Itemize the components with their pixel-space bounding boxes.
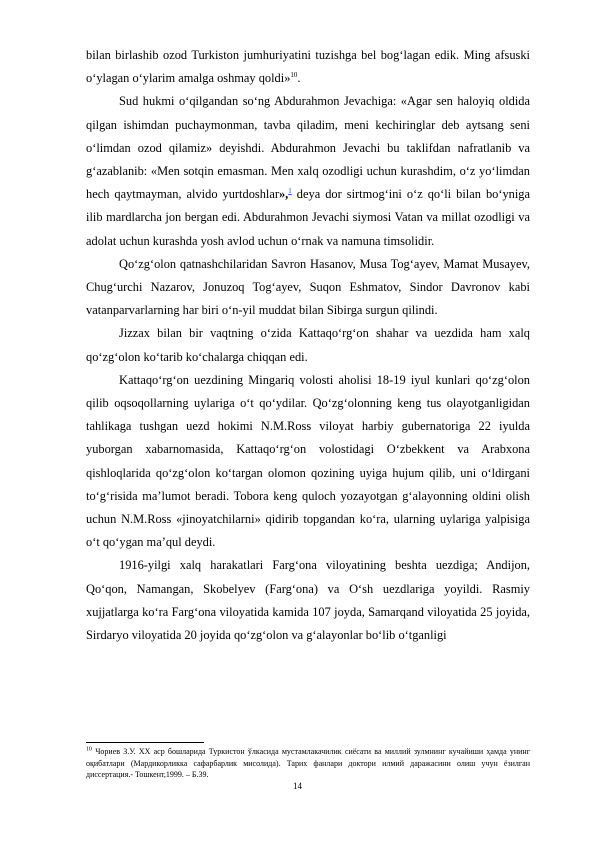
paragraph-tail: . [297,71,301,86]
footnote-separator [86,742,204,743]
paragraph-6: 1916-yilgi xalq harakatlari Farg‘ona viloyatining beshta uezdiga; Andijon, Qo‘qon, Namangan, Skobelyev (Farg‘ona) va O‘sh uezdlariga yoyildi. Rasmiy xujjatlarga ko‘ra Farg‘ona viloyatida kamida 107 joyda, Samarqand viloyatida 25 joyida, Sirdaryo viloyatida 20 joyida qo‘zg‘olon va g‘alayonlar bo‘lib o‘tganligi [86,558,530,643]
footnote-text: Чориев З.У. XX аср бошларида Туркистон ўлкасида мустамлакачилик сиёсати ва миллий зулмнинг кучайиши ҳамда унинг оқибатлари (Мардикорликка сафарбарлик мисолида). Тарих фанлари доктори илмий даражасини олиш учун ёзилган диссертация.- Тошкент,1999. – Б.39. [86,747,530,779]
footnote [86,746,530,781]
document-body [86,44,530,647]
footnote-number: 10 [86,746,92,753]
paragraph-text: Sud hukmi o‘qilgandan so‘ng Abdurahmon Jevachiga: «Agar sen haloyiq oldida qilgan ishimdan puchaymonman, tavba qiladim, meni kechiringlar deb aytsang seni o‘limdan ozod qilamiz» deyishdi. Abdurahmon Jevachi bu taklifdan nafratlanib va g‘azablanib: «Men sotqin emasman. Men xalq ozodligi uchun kurashdim, o‘z yo‘limdan hech qaytmayman, alvido yurtdoshlar [86,94,530,202]
page-number: 14 [293,781,302,791]
bold-quote-close: », [278,187,289,202]
paragraph-5: Kattaqo‘rg‘on uezdining Mingariq volosti aholisi 18-19 iyul kunlari qo‘zg‘olon qilib oqsoqollarning uylariga o‘t qo‘ydilar. Qo‘zg‘olonning keng tus olayotganligidan tahlikaga tushgan uezd hokimi N.M.Ross viloyat harbiy gubernatoriga 22 iyulda yuborgan xabarnomasida, Kattaqo‘rg‘on volostidagi O‘zbekkent va Arabxona qishloqlarida qo‘zg‘olon ko‘targan olomon qozining uyiga hujum qilib, uni o‘ldirgani to‘g‘risida ma’lumot beradi. Tobora keng quloch yozayotgan g‘alayonning oldini olish uchun N.M.Ross «jinoyatchilarni» qidirib topgandan ko‘ra, ularning uylariga yalpisiga o‘t qo‘ygan ma’qul deydi. [86,372,530,550]
footnote-ref[interactable]: 10 [290,71,298,80]
paragraph-4: Jizzax bilan bir vaqtning o‘zida Kattaqo‘rg‘on shahar va uezdida ham xalq qo‘zg‘olon ko‘tarib ko‘chalarga chiqqan edi. [86,326,530,364]
paragraph-2 [86,90,530,252]
paragraph-tail: deya dor sirtmog‘ini o‘z qo‘li bilan bo‘yniga ilib mardlarcha jon bergan edi. Abdurahmon Jevachi siymosi Vatan va millat ozodligi va adolat uchun kurashda yosh avlod uchun o‘rnak va namuna timsolidir. [86,187,531,248]
footnote-ref-link[interactable]: 1 [288,187,292,196]
paragraph-3: Qo‘zg‘olon qatnashchilaridan Savron Hasanov, Musa Tog‘ayev, Mamat Musayev, Chug‘urchi Nazarov, Jonuzoq Tog‘ayev, Suqon Eshmatov, Sindor Davronov kabi vatanparvarlarning har biri o‘n-yil muddat bilan Sibirga surgun qilindi. [86,256,530,318]
paragraph-1 [86,44,530,90]
paragraph-text: bilan birlashib ozod Turkiston jumhuriyatini tuzishga bel bog‘lagan edik. Ming afsuski o‘ylagan o‘ylarim amalga oshmay qoldi» [86,48,530,86]
